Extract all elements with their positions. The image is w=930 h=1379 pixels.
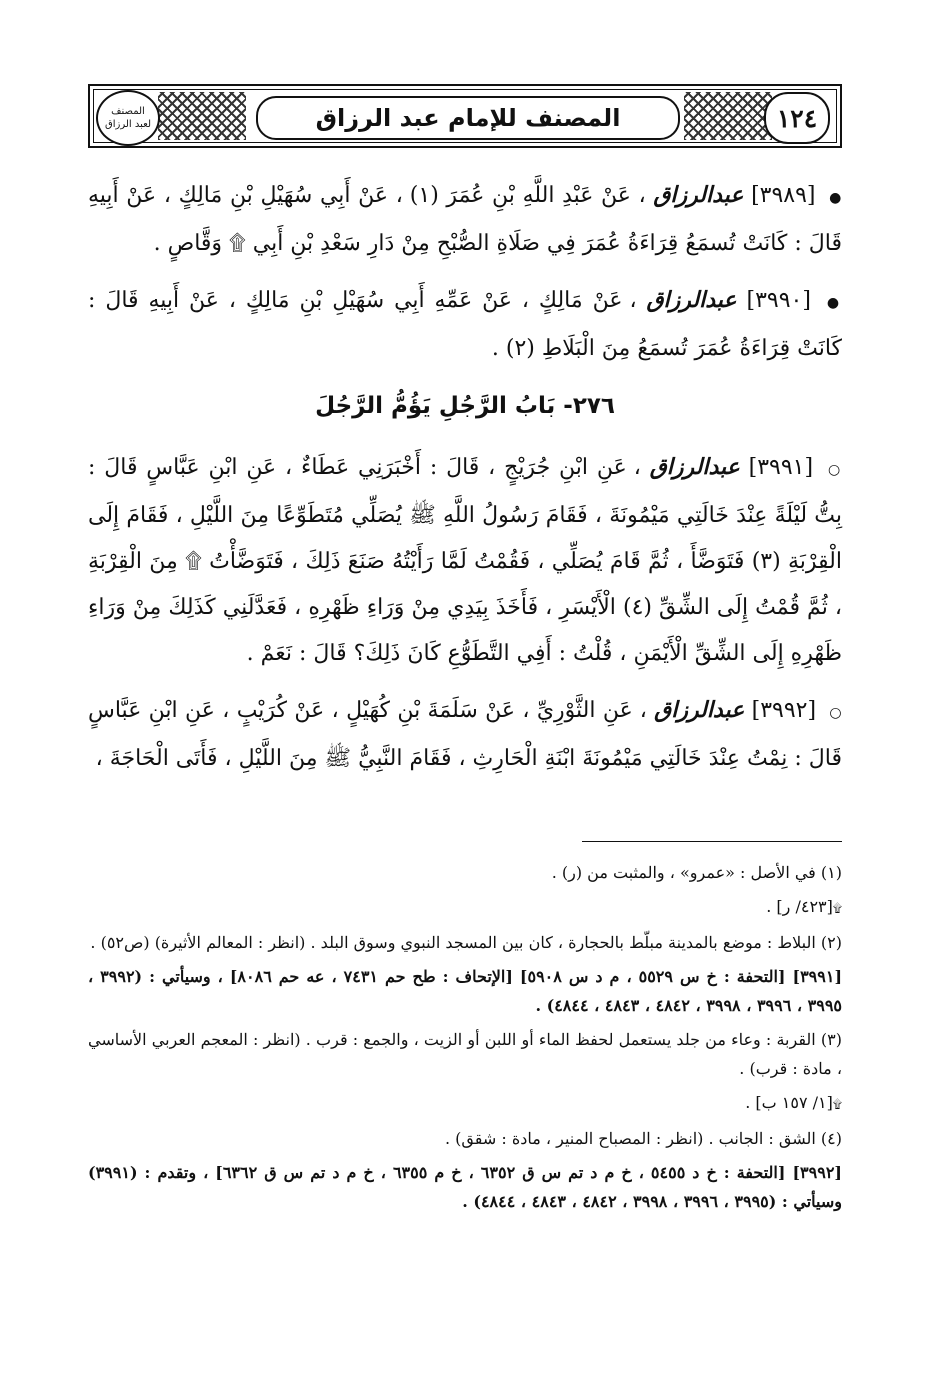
main-text	[88, 172, 842, 792]
hadith-text: ، عَنْ عَبْدِ اللَّهِ بْنِ عُمَرَ (١) ، عَنْ أَبِي سُهَيْلِ بْنِ مَالِكٍ ، عَنْ أَبِيهِ قَالَ : كَانَتْ تُسمَعُ قِرَاءَةُ عُمَرَ فِي صَلَاةِ الصُّبْحِ مِنْ دَارِ سَعْدِ بْنِ أَبِي ۩ وَقَّاصٍ .	[88, 183, 842, 256]
footnotes	[88, 858, 842, 1221]
footnote-4: (٤) الشق : الجانب . (انظر : المصباح المنير ، مادة : شقق) .	[445, 1129, 842, 1148]
hadith-number: [٣٩٨٩]	[751, 183, 816, 208]
hadith-3989	[88, 172, 842, 267]
footnote-3: (٣) القربة : وعاء من جلد يستعمل لحفظ الماء أو اللبن أو الزيت ، والجمع : قرب . (انظر : المعجم العربي الأساسي ، مادة : قرب) .	[88, 1030, 842, 1078]
running-title: المصنف للإمام عبد الرزاق	[256, 96, 680, 140]
narrator-name: عبدالرزاق	[646, 287, 737, 313]
seal-line-1: المصنف	[111, 106, 145, 117]
narrator-name: عبدالرزاق	[653, 182, 744, 208]
takhrij-3992: [٣٩٩٢] [التحفة : خ د ٥٤٥٥ ، خ م د تم س ق ٦٣٥٢ ، خ م ٦٣٥٥ ، خ م د تم س ق ٦٣٦٢] ، وتقدم : (٣٩٩١) وسيأتي : (٣٩٩٥ ، ٣٩٩٦ ، ٣٩٩٨ ، ٤٨٤٢ ، ٤٨٤٣ ، ٤٨٤٤) .	[88, 1163, 842, 1211]
hadith-text: ، عَنِ الثَّوْرِيِّ ، عَنْ سَلَمَةَ بْنِ كُهَيْلٍ ، عَنْ كُرَيْبٍ ، عَنِ ابْنِ عَبَّاسٍ قَالَ : نِمْتُ عِنْدَ خَالَتِي مَيْمُونَةَ ابْنَةِ الْحَارِثِ ، فَقَامَ النَّبِيُّ ﷺ مِنَ اللَّيْلِ ، فَأَتَى الْحَاجَةَ ،	[88, 698, 842, 771]
footnote-1: (١) في الأصل : «عمرو» ، والمثبت من (ر) .	[551, 863, 842, 882]
ornament-left	[158, 92, 246, 140]
chapter-title: ٢٧٦- بَابُ الرَّجُلِ يَؤُمُّ الرَّجُلَ	[315, 393, 615, 419]
hadith-number: [٣٩٩١]	[748, 455, 814, 480]
footnote-2: (٢) البلاط : موضع بالمدينة مبلّط بالحجارة ، كان بين المسجد النبوي وسوق البلد . (انظر : المعالم الأثيرة) (ص٥٢) .	[90, 933, 842, 952]
footnote-separator	[582, 841, 842, 842]
footnote-3-ref	[88, 1088, 842, 1119]
takhrij-3991: [٣٩٩١] [التحفة : خ س ٥٥٢٩ ، م د س ٥٩٠٨] [الإتحاف : طح حم ٧٤٣١ ، عه حم ٨٠٨٦] ، وسيأتي : (٣٩٩٢ ، ٣٩٩٥ ، ٣٩٩٦ ، ٣٩٩٨ ، ٤٨٤٢ ، ٤٨٤٣ ، ٤٨٤٤) .	[88, 967, 843, 1015]
narrator-name: عبدالرزاق	[649, 454, 740, 480]
hadith-number: [٣٩٩٢]	[751, 698, 817, 723]
footnote-1-ref-text: [٤٢٣/ ر] .	[766, 897, 833, 916]
book-seal	[96, 90, 160, 146]
page-number: ١٢٤	[764, 92, 830, 144]
ornament-right	[684, 92, 772, 140]
star-marker-icon: ۩	[832, 901, 842, 915]
seal-line-2: لعبد الرزاق	[104, 119, 152, 130]
narrator-name: عبدالرزاق	[654, 697, 745, 723]
hadith-3992	[88, 687, 842, 782]
hadith-text: ، عَنْ مَالِكٍ ، عَنْ عَمِّهِ أَبِي سُهَيْلِ بْنِ مَالِكٍ ، عَنْ أَبِيهِ قَالَ : كَانَتْ قِرَاءَةُ عُمَرَ تُسمَعُ مِنَ الْبَلَاطِ (٢) .	[88, 288, 842, 361]
footnote-1-ref	[88, 892, 842, 923]
hadith-text: ، عَنِ ابْنِ جُرَيْجٍ ، قَالَ : أَخْبَرَنِي عَطَاءٌ ، عَنِ ابْنِ عَبَّاسٍ قَالَ : بِتُّ لَيْلَةً عِنْدَ خَالَتِي مَيْمُونَةَ ، فَقَامَ رَسُولُ اللَّهِ ﷺ يُصَلِّي مُتَطَوِّعًا مِنَ اللَّيْلِ ، فَقَامَ إِلَى الْقِرْبَةِ (٣) فَتَوَضَّأَ ، ثُمَّ قَامَ يُصَلِّي ، فَقُمْتُ لَمَّا رَأَيْتُهُ صَنَعَ ذَلِكَ ، فَتَوَضَّأْتُ ۩ مِنَ الْقِرْبَةِ ، ثُمَّ قُمْتُ إِلَى الشِّقِّ (٤) الْأَيْسَرِ ، فَأَخَذَ بِيَدِي مِنْ وَرَاءِ ظَهْرِهِ ، فَعَدَّلَنِي كَذَلِكَ مِنْ وَرَاءِ ظَهْرِهِ إِلَى الشِّقِّ الْأَيْمَنِ ، قُلْتُ : أَفِي التَّطَوُّعِ كَانَ ذَلِكَ؟ قَالَ : نَعَمْ .	[88, 455, 842, 666]
hadith-number: [٣٩٩٠]	[746, 288, 811, 313]
footnote-3-ref-text: [١/ ١٥٧ ب] .	[745, 1093, 833, 1112]
hadith-3991	[88, 444, 842, 677]
page-header	[88, 84, 842, 148]
hadith-3990	[88, 277, 842, 372]
star-marker-icon: ۩	[832, 1097, 842, 1111]
